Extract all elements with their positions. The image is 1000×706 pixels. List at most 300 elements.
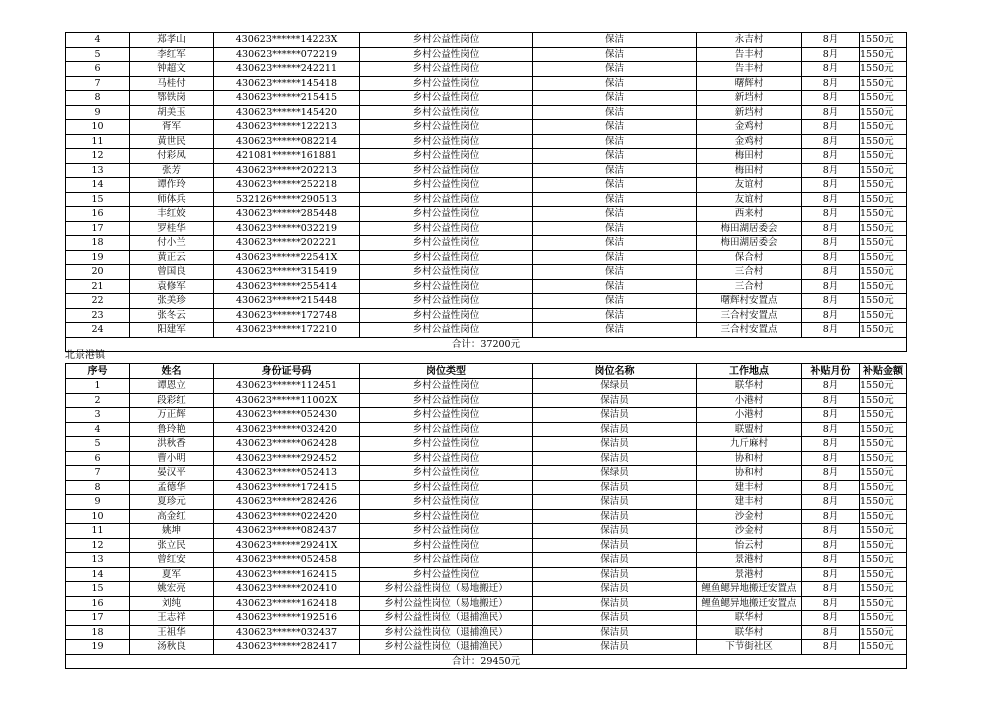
cell-subsidy-amount: 1550元 (860, 451, 907, 466)
cell-index: 4 (66, 422, 130, 437)
header-row (66, 364, 907, 379)
cell-post-name: 保洁 (533, 33, 697, 48)
cell-id-number: 430623******255414 (214, 279, 360, 294)
table-row (66, 611, 907, 626)
cell-post-type: 乡村公益性岗位 (360, 538, 533, 553)
cell-subsidy-month: 8月 (802, 408, 860, 423)
table-row (66, 236, 907, 251)
cell-subsidy-month: 8月 (802, 451, 860, 466)
cell-id-number: 430623******14223X (214, 33, 360, 48)
cell-name: 丰红姣 (130, 207, 214, 222)
cell-subsidy-amount: 1550元 (860, 265, 907, 280)
cell-name: 王志祥 (130, 611, 214, 626)
cell-post-name: 保洁 (533, 308, 697, 323)
cell-post-name: 保洁 (533, 120, 697, 135)
cell-post-name: 保洁员 (533, 408, 697, 423)
cell-id-number: 430623******282426 (214, 495, 360, 510)
cell-post-type: 乡村公益性岗位 (360, 294, 533, 309)
cell-index: 15 (66, 192, 130, 207)
cell-id-number: 430623******282417 (214, 640, 360, 655)
cell-subsidy-amount: 1550元 (860, 120, 907, 135)
cell-name: 夏珍元 (130, 495, 214, 510)
cell-post-name: 保洁员 (533, 625, 697, 640)
table-row (66, 192, 907, 207)
table-row (66, 120, 907, 135)
cell-index: 12 (66, 538, 130, 553)
cell-subsidy-month: 8月 (802, 509, 860, 524)
cell-post-name: 保洁 (533, 62, 697, 77)
cell-name: 付彩凤 (130, 149, 214, 164)
cell-id-number: 430623******052413 (214, 466, 360, 481)
cell-subsidy-amount: 1550元 (860, 625, 907, 640)
cell-post-type: 乡村公益性岗位 (360, 422, 533, 437)
cell-index: 14 (66, 567, 130, 582)
cell-name: 罗桂华 (130, 221, 214, 236)
table-row (66, 76, 907, 91)
cell-index: 5 (66, 437, 130, 452)
cell-post-type: 乡村公益性岗位 (360, 105, 533, 120)
cell-name: 夏军 (130, 567, 214, 582)
cell-subsidy-month: 8月 (802, 323, 860, 338)
cell-name: 李红军 (130, 47, 214, 62)
cell-subsidy-amount: 1550元 (860, 192, 907, 207)
cell-post-name: 保洁员 (533, 538, 697, 553)
cell-id-number: 430623******022420 (214, 509, 360, 524)
cell-work-location: 小港村 (697, 393, 802, 408)
cell-id-number: 430623******032420 (214, 422, 360, 437)
section-title: 北景港镇 (65, 350, 105, 361)
cell-index: 17 (66, 221, 130, 236)
cell-work-location: 联华村 (697, 625, 802, 640)
cell-name: 马桂付 (130, 76, 214, 91)
cell-subsidy-month: 8月 (802, 611, 860, 626)
total-amount: 合计：29450元 (66, 654, 907, 669)
cell-index: 5 (66, 47, 130, 62)
cell-id-number: 430623******062428 (214, 437, 360, 452)
cell-index: 19 (66, 250, 130, 265)
cell-work-location: 协和村 (697, 466, 802, 481)
cell-id-number: 430623******162418 (214, 596, 360, 611)
cell-id-number: 430623******072219 (214, 47, 360, 62)
table-row (66, 538, 907, 553)
cell-subsidy-amount: 1550元 (860, 91, 907, 106)
cell-subsidy-amount: 1550元 (860, 149, 907, 164)
cell-name: 曾国良 (130, 265, 214, 280)
cell-post-name: 保洁 (533, 134, 697, 149)
cell-name: 孟德华 (130, 480, 214, 495)
cell-index: 10 (66, 509, 130, 524)
table-row (66, 105, 907, 120)
cell-subsidy-amount: 1550元 (860, 640, 907, 655)
cell-id-number: 430623******172415 (214, 480, 360, 495)
cell-post-type: 乡村公益性岗位 (360, 91, 533, 106)
cell-post-type: 乡村公益性岗位 (360, 76, 533, 91)
cell-id-number: 430623******215448 (214, 294, 360, 309)
table-row (66, 91, 907, 106)
cell-id-number: 430623******11002X (214, 393, 360, 408)
cell-post-type: 乡村公益性岗位 (360, 393, 533, 408)
cell-work-location: 友谊村 (697, 178, 802, 193)
cell-name: 曾红安 (130, 553, 214, 568)
cell-post-name: 保洁 (533, 279, 697, 294)
cell-subsidy-month: 8月 (802, 640, 860, 655)
cell-id-number: 430623******22541X (214, 250, 360, 265)
cell-name: 张立民 (130, 538, 214, 553)
cell-work-location: 协和村 (697, 451, 802, 466)
cell-work-location: 联盟村 (697, 422, 802, 437)
cell-post-name: 保洁 (533, 236, 697, 251)
cell-subsidy-month: 8月 (802, 207, 860, 222)
cell-work-location: 西来村 (697, 207, 802, 222)
cell-post-type: 乡村公益性岗位 (360, 480, 533, 495)
cell-index: 16 (66, 207, 130, 222)
cell-post-type: 乡村公益性岗位 (360, 524, 533, 539)
cell-name: 洪秋香 (130, 437, 214, 452)
cell-subsidy-amount: 1550元 (860, 509, 907, 524)
cell-index: 3 (66, 408, 130, 423)
table-row (66, 279, 907, 294)
cell-index: 21 (66, 279, 130, 294)
cell-id-number: 430623******202410 (214, 582, 360, 597)
cell-work-location: 友谊村 (697, 192, 802, 207)
cell-post-type: 乡村公益性岗位 (360, 47, 533, 62)
cell-index: 20 (66, 265, 130, 280)
cell-index: 4 (66, 33, 130, 48)
cell-post-name: 保洁 (533, 221, 697, 236)
cell-index: 18 (66, 625, 130, 640)
cell-post-name: 保洁员 (533, 524, 697, 539)
cell-id-number: 430623******112451 (214, 379, 360, 394)
table-row (66, 640, 907, 655)
cell-subsidy-amount: 1550元 (860, 207, 907, 222)
cell-post-type: 乡村公益性岗位（易地搬迁） (360, 596, 533, 611)
cell-work-location: 小港村 (697, 408, 802, 423)
cell-id-number: 430623******192516 (214, 611, 360, 626)
cell-subsidy-amount: 1550元 (860, 134, 907, 149)
cell-subsidy-month: 8月 (802, 221, 860, 236)
cell-post-type: 乡村公益性岗位 (360, 323, 533, 338)
cell-name: 刘纯 (130, 596, 214, 611)
cell-post-type: 乡村公益性岗位 (360, 134, 533, 149)
cell-subsidy-amount: 1550元 (860, 567, 907, 582)
cell-index: 11 (66, 524, 130, 539)
cell-subsidy-month: 8月 (802, 582, 860, 597)
cell-index: 1 (66, 379, 130, 394)
cell-name: 谭恩立 (130, 379, 214, 394)
cell-subsidy-amount: 1550元 (860, 495, 907, 510)
cell-work-location: 景港村 (697, 553, 802, 568)
col-header-name: 姓名 (130, 364, 214, 379)
cell-name: 胡美玉 (130, 105, 214, 120)
table-row (66, 625, 907, 640)
cell-post-name: 保洁员 (533, 596, 697, 611)
cell-post-name: 保洁 (533, 91, 697, 106)
cell-work-location: 曙辉村安置点 (697, 294, 802, 309)
cell-index: 2 (66, 393, 130, 408)
cell-subsidy-amount: 1550元 (860, 596, 907, 611)
cell-subsidy-month: 8月 (802, 379, 860, 394)
table-row (66, 393, 907, 408)
cell-id-number: 430623******032219 (214, 221, 360, 236)
cell-id-number: 430623******052458 (214, 553, 360, 568)
cell-work-location: 鲤鱼鳃异地搬迁安置点 (697, 582, 802, 597)
cell-subsidy-month: 8月 (802, 524, 860, 539)
cell-name: 郑孝山 (130, 33, 214, 48)
cell-subsidy-month: 8月 (802, 265, 860, 280)
cell-id-number: 430623******082437 (214, 524, 360, 539)
cell-subsidy-month: 8月 (802, 178, 860, 193)
cell-subsidy-month: 8月 (802, 466, 860, 481)
col-header-id-number: 身份证号码 (214, 364, 360, 379)
cell-post-name: 保洁 (533, 323, 697, 338)
cell-post-type: 乡村公益性岗位 (360, 553, 533, 568)
cell-work-location: 曙辉村 (697, 76, 802, 91)
cell-name: 鄂铁岗 (130, 91, 214, 106)
cell-subsidy-month: 8月 (802, 134, 860, 149)
cell-subsidy-amount: 1550元 (860, 105, 907, 120)
cell-subsidy-month: 8月 (802, 105, 860, 120)
cell-id-number: 430623******172748 (214, 308, 360, 323)
cell-index: 14 (66, 178, 130, 193)
cell-post-type: 乡村公益性岗位 (360, 62, 533, 77)
cell-index: 8 (66, 91, 130, 106)
cell-subsidy-amount: 1550元 (860, 480, 907, 495)
cell-id-number: 430623******145418 (214, 76, 360, 91)
cell-post-name: 保洁员 (533, 393, 697, 408)
table-row (66, 596, 907, 611)
cell-id-number: 430623******082214 (214, 134, 360, 149)
cell-post-type: 乡村公益性岗位 (360, 451, 533, 466)
cell-post-type: 乡村公益性岗位（退捕渔民） (360, 611, 533, 626)
cell-index: 12 (66, 149, 130, 164)
cell-post-name: 保绿员 (533, 466, 697, 481)
cell-name: 张冬云 (130, 308, 214, 323)
cell-subsidy-month: 8月 (802, 236, 860, 251)
table-row (66, 524, 907, 539)
cell-work-location: 建丰村 (697, 495, 802, 510)
cell-post-name: 保洁员 (533, 553, 697, 568)
cell-work-location: 三合村 (697, 279, 802, 294)
table-row (66, 221, 907, 236)
cell-post-name: 保洁员 (533, 451, 697, 466)
col-header-post-type: 岗位类型 (360, 364, 533, 379)
cell-subsidy-amount: 1550元 (860, 279, 907, 294)
cell-subsidy-amount: 1550元 (860, 308, 907, 323)
table-row (66, 163, 907, 178)
cell-post-type: 乡村公益性岗位 (360, 221, 533, 236)
cell-name: 付小兰 (130, 236, 214, 251)
cell-post-name: 保洁 (533, 163, 697, 178)
col-header-subsidy-amount: 补贴金额 (860, 364, 907, 379)
cell-index: 13 (66, 163, 130, 178)
cell-index: 8 (66, 480, 130, 495)
table-row (66, 178, 907, 193)
cell-subsidy-amount: 1550元 (860, 553, 907, 568)
cell-index: 9 (66, 105, 130, 120)
cell-name: 师体兵 (130, 192, 214, 207)
cell-subsidy-month: 8月 (802, 33, 860, 48)
col-header-work-location: 工作地点 (697, 364, 802, 379)
cell-subsidy-amount: 1550元 (860, 250, 907, 265)
cell-subsidy-month: 8月 (802, 553, 860, 568)
cell-post-type: 乡村公益性岗位 (360, 149, 533, 164)
cell-subsidy-month: 8月 (802, 596, 860, 611)
cell-post-type: 乡村公益性岗位 (360, 33, 533, 48)
cell-post-name: 保洁 (533, 192, 697, 207)
cell-name: 钟超文 (130, 62, 214, 77)
cell-post-type: 乡村公益性岗位 (360, 408, 533, 423)
cell-work-location: 永吉村 (697, 33, 802, 48)
cell-name: 姚宏亮 (130, 582, 214, 597)
cell-id-number: 430623******052430 (214, 408, 360, 423)
cell-subsidy-amount: 1550元 (860, 611, 907, 626)
cell-subsidy-amount: 1550元 (860, 294, 907, 309)
cell-post-name: 保绿员 (533, 379, 697, 394)
cell-index: 9 (66, 495, 130, 510)
cell-index: 19 (66, 640, 130, 655)
cell-subsidy-month: 8月 (802, 149, 860, 164)
cell-id-number: 430623******162415 (214, 567, 360, 582)
cell-work-location: 梅田湖居委会 (697, 236, 802, 251)
cell-name: 高金红 (130, 509, 214, 524)
cell-index: 7 (66, 466, 130, 481)
cell-post-name: 保洁 (533, 265, 697, 280)
cell-subsidy-month: 8月 (802, 422, 860, 437)
table-row (66, 408, 907, 423)
cell-subsidy-amount: 1550元 (860, 408, 907, 423)
cell-post-name: 保洁 (533, 250, 697, 265)
cell-post-type: 乡村公益性岗位 (360, 236, 533, 251)
cell-id-number: 532126******290513 (214, 192, 360, 207)
table-row (66, 582, 907, 597)
table-row (66, 509, 907, 524)
cell-post-type: 乡村公益性岗位 (360, 509, 533, 524)
cell-work-location: 九斤麻村 (697, 437, 802, 452)
cell-post-type: 乡村公益性岗位 (360, 308, 533, 323)
cell-subsidy-month: 8月 (802, 120, 860, 135)
table-row (66, 308, 907, 323)
cell-id-number: 430623******29241X (214, 538, 360, 553)
table-row (66, 553, 907, 568)
cell-subsidy-month: 8月 (802, 47, 860, 62)
cell-post-type: 乡村公益性岗位 (360, 163, 533, 178)
cell-work-location: 三合村安置点 (697, 323, 802, 338)
table-row (66, 379, 907, 394)
cell-subsidy-amount: 1550元 (860, 524, 907, 539)
cell-index: 23 (66, 308, 130, 323)
cell-post-type: 乡村公益性岗位 (360, 279, 533, 294)
cell-post-type: 乡村公益性岗位 (360, 250, 533, 265)
table-row (66, 265, 907, 280)
table-row (66, 567, 907, 582)
table-row (66, 47, 907, 62)
cell-work-location: 梅田村 (697, 149, 802, 164)
table-row (66, 250, 907, 265)
cell-subsidy-month: 8月 (802, 192, 860, 207)
cell-subsidy-amount: 1550元 (860, 538, 907, 553)
table-row (66, 134, 907, 149)
cell-work-location: 联华村 (697, 379, 802, 394)
cell-index: 6 (66, 451, 130, 466)
cell-subsidy-month: 8月 (802, 163, 860, 178)
cell-subsidy-amount: 1550元 (860, 163, 907, 178)
cell-name: 晏汉平 (130, 466, 214, 481)
table-row (66, 422, 907, 437)
cell-post-type: 乡村公益性岗位 (360, 437, 533, 452)
cell-work-location: 金鸡村 (697, 120, 802, 135)
cell-post-type: 乡村公益性岗位 (360, 207, 533, 222)
cell-post-name: 保洁员 (533, 567, 697, 582)
cell-work-location: 保合村 (697, 250, 802, 265)
cell-index: 10 (66, 120, 130, 135)
cell-subsidy-month: 8月 (802, 625, 860, 640)
cell-post-type: 乡村公益性岗位 (360, 178, 533, 193)
col-header-subsidy-month: 补贴月份 (802, 364, 860, 379)
cell-id-number: 430623******032437 (214, 625, 360, 640)
cell-id-number: 430623******315419 (214, 265, 360, 280)
cell-name: 曹小明 (130, 451, 214, 466)
table-row (66, 149, 907, 164)
cell-subsidy-amount: 1550元 (860, 393, 907, 408)
cell-index: 15 (66, 582, 130, 597)
cell-post-type: 乡村公益性岗位 (360, 567, 533, 582)
cell-index: 18 (66, 236, 130, 251)
cell-subsidy-amount: 1550元 (860, 178, 907, 193)
cell-post-type: 乡村公益性岗位（退捕渔民） (360, 640, 533, 655)
cell-subsidy-month: 8月 (802, 279, 860, 294)
cell-post-name: 保洁员 (533, 437, 697, 452)
cell-index: 13 (66, 553, 130, 568)
table-row (66, 451, 907, 466)
cell-name: 张美珍 (130, 294, 214, 309)
cell-subsidy-month: 8月 (802, 495, 860, 510)
cell-name: 鲁玲艳 (130, 422, 214, 437)
cell-post-name: 保洁 (533, 47, 697, 62)
cell-work-location: 梅田村 (697, 163, 802, 178)
cell-post-name: 保洁员 (533, 611, 697, 626)
cell-work-location: 告丰村 (697, 62, 802, 77)
cell-name: 袁修军 (130, 279, 214, 294)
allowance-table-beijinggang (65, 363, 907, 669)
cell-subsidy-amount: 1550元 (860, 221, 907, 236)
cell-work-location: 景港村 (697, 567, 802, 582)
cell-post-type: 乡村公益性岗位 (360, 120, 533, 135)
cell-id-number: 430623******145420 (214, 105, 360, 120)
cell-post-type: 乡村公益性岗位 (360, 495, 533, 510)
cell-post-name: 保洁 (533, 149, 697, 164)
cell-subsidy-month: 8月 (802, 62, 860, 77)
total-row (66, 337, 907, 352)
cell-work-location: 金鸡村 (697, 134, 802, 149)
cell-id-number: 430623******202221 (214, 236, 360, 251)
table-row (66, 466, 907, 481)
cell-subsidy-month: 8月 (802, 250, 860, 265)
cell-subsidy-amount: 1550元 (860, 47, 907, 62)
cell-work-location: 梅田湖居委会 (697, 221, 802, 236)
cell-subsidy-month: 8月 (802, 538, 860, 553)
cell-subsidy-amount: 1550元 (860, 437, 907, 452)
cell-subsidy-amount: 1550元 (860, 33, 907, 48)
cell-subsidy-month: 8月 (802, 393, 860, 408)
cell-work-location: 联华村 (697, 611, 802, 626)
cell-post-name: 保洁 (533, 76, 697, 91)
cell-id-number: 430623******122213 (214, 120, 360, 135)
cell-post-type: 乡村公益性岗位 (360, 379, 533, 394)
cell-subsidy-amount: 1550元 (860, 422, 907, 437)
cell-subsidy-amount: 1550元 (860, 379, 907, 394)
table-row (66, 480, 907, 495)
cell-post-type: 乡村公益性岗位 (360, 192, 533, 207)
